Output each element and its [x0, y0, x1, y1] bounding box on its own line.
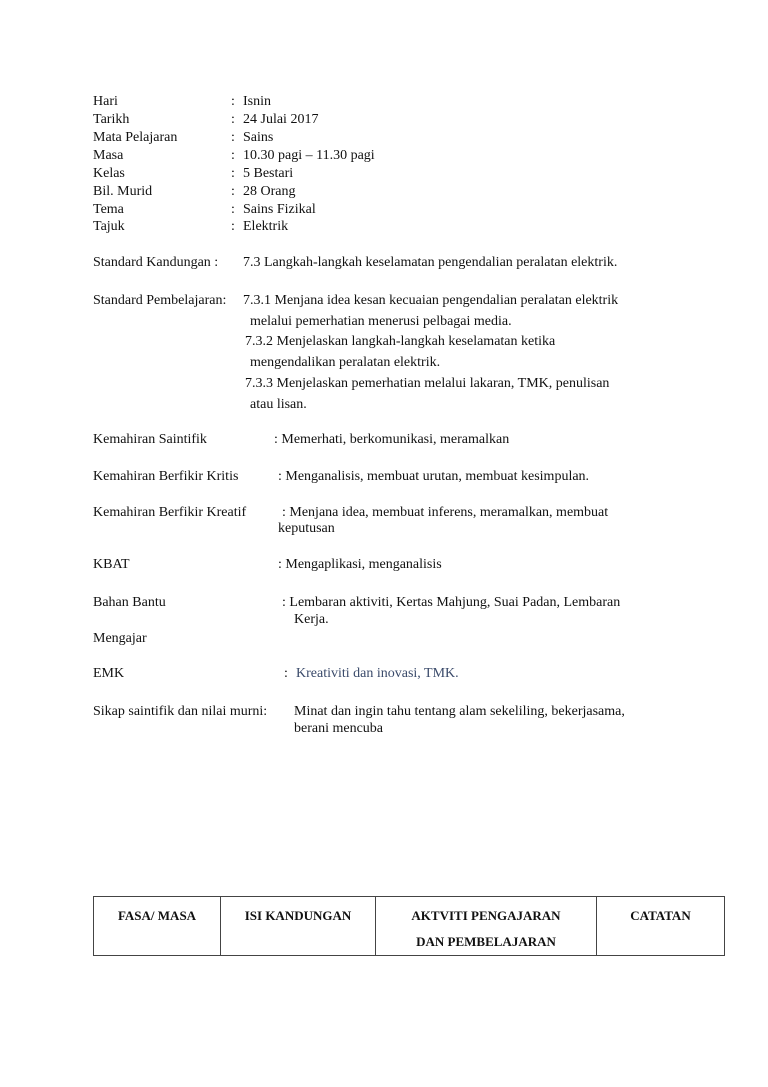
- info-label: Tajuk: [93, 219, 125, 234]
- standard-kandungan-value: 7.3 Langkah-langkah keselamatan pengendalian peralatan elektrik.: [243, 255, 618, 270]
- table-header-isi: [221, 897, 376, 956]
- standard-kandungan-label: Standard Kandungan :: [93, 255, 219, 270]
- info-value: Sains Fizikal: [243, 202, 316, 217]
- header-text: ISI KANDUNGAN: [244, 908, 352, 923]
- info-colon: :: [231, 184, 235, 199]
- kemahiran-berfikir-kreatif-line: : Menjana idea, membuat inferens, meramalkan, membuat: [282, 505, 609, 520]
- kemahiran-saintifik-label: Kemahiran Saintifik: [93, 432, 207, 447]
- standard-pembelajaran-line: 7.3.3 Menjelaskan pemerhatian melalui lakaran, TMK, penulisan: [245, 376, 610, 391]
- standard-pembelajaran-label: Standard Pembelajaran:: [93, 293, 227, 308]
- emk-colon: :: [284, 666, 288, 681]
- sikap-line: Minat dan ingin tahu tentang alam sekeliling, bekerjasama,: [294, 704, 625, 719]
- standard-pembelajaran-line: 7.3.1 Menjana idea kesan kecuaian pengendalian peralatan elektrik: [243, 293, 619, 308]
- standard-pembelajaran-line: mengendalikan peralatan elektrik.: [250, 355, 441, 370]
- info-value: Elektrik: [243, 219, 289, 234]
- sikap-label: Sikap saintifik dan nilai murni:: [93, 704, 268, 719]
- kbat-value: : Mengaplikasi, menganalisis: [278, 557, 442, 572]
- info-value: 10.30 pagi – 11.30 pagi: [243, 148, 375, 163]
- kemahiran-berfikir-kritis-label: Kemahiran Berfikir Kritis: [93, 469, 239, 484]
- standard-pembelajaran-line: atau lisan.: [250, 397, 307, 412]
- header-text: DAN PEMBELAJARAN: [416, 934, 556, 949]
- info-colon: :: [231, 112, 235, 127]
- info-colon: :: [231, 219, 235, 234]
- info-label: Bil. Murid: [93, 184, 153, 199]
- info-colon: :: [231, 94, 235, 109]
- info-label: Tarikh: [93, 112, 130, 127]
- sikap-line: berani mencuba: [294, 721, 384, 736]
- bahan-bantu-line: Kerja.: [294, 612, 329, 627]
- info-value: 28 Orang: [243, 184, 296, 199]
- info-label: Masa: [93, 148, 124, 163]
- info-label: Hari: [93, 94, 118, 109]
- standard-pembelajaran-line: 7.3.2 Menjelaskan langkah-langkah keselamatan ketika: [245, 334, 556, 349]
- info-colon: :: [231, 202, 235, 217]
- bahan-bantu-label-cont: Mengajar: [93, 631, 147, 646]
- kemahiran-berfikir-kritis-value: : Menganalisis, membuat urutan, membuat kesimpulan.: [278, 469, 590, 484]
- kemahiran-saintifik-value: : Memerhati, berkomunikasi, meramalkan: [274, 432, 510, 447]
- info-colon: :: [231, 130, 235, 145]
- kemahiran-berfikir-kreatif-label: Kemahiran Berfikir Kreatif: [93, 505, 247, 520]
- info-value: 24 Julai 2017: [243, 112, 319, 127]
- emk-value: Kreativiti dan inovasi, TMK.: [296, 666, 459, 681]
- emk-label: EMK: [93, 666, 125, 681]
- table-header-row: [94, 897, 725, 956]
- header-text: FASA/ MASA: [117, 908, 197, 923]
- info-label: Kelas: [93, 166, 125, 181]
- header-text: CATATAN: [630, 908, 691, 923]
- info-colon: :: [231, 166, 235, 181]
- bahan-bantu-label: Bahan Bantu: [93, 595, 166, 610]
- info-value: Isnin: [243, 94, 271, 109]
- lesson-table: [93, 896, 725, 956]
- info-label: Tema: [93, 202, 124, 217]
- table-header-fasa: [94, 897, 221, 956]
- info-label: Mata Pelajaran: [93, 130, 178, 145]
- bahan-bantu-line: : Lembaran aktiviti, Kertas Mahjung, Suai Padan, Lembaran: [282, 595, 621, 610]
- header-text: AKTVITI PENGAJARAN: [411, 908, 561, 923]
- kemahiran-berfikir-kreatif-line: keputusan: [278, 521, 335, 536]
- info-value: 5 Bestari: [243, 166, 294, 181]
- kbat-label: KBAT: [93, 557, 130, 572]
- standard-pembelajaran-line: melalui pemerhatian menerusi pelbagai media.: [250, 314, 512, 329]
- table-header-aktiviti: [376, 897, 597, 956]
- info-colon: :: [231, 148, 235, 163]
- info-value: Sains: [243, 130, 274, 145]
- table-header-catatan: [597, 897, 725, 956]
